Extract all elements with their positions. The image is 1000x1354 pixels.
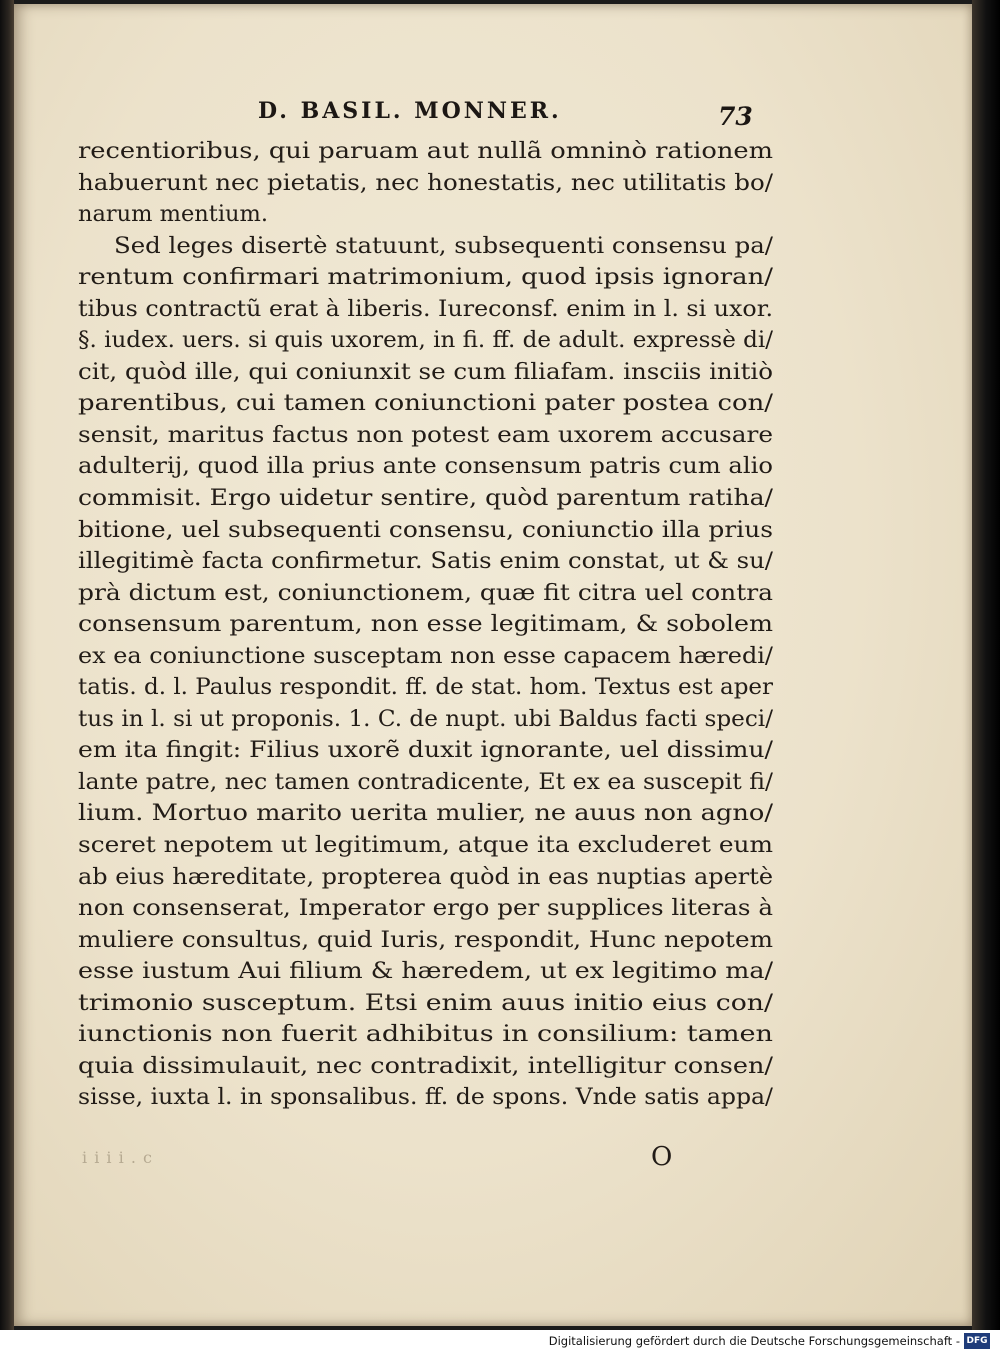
text-line-content: muliere consultus, quid Iuris, respondit, Hunc nepotem bbox=[78, 926, 773, 953]
text-line bbox=[78, 862, 773, 894]
text-line-content: bitione, uel subsequenti consensu, coniunctio illa prius bbox=[78, 516, 774, 543]
text-line bbox=[78, 578, 773, 610]
text-line-content: tibus contractũ erat à liberis. Iureconsf. enim in l. si uxor. bbox=[78, 295, 774, 322]
text-line bbox=[78, 704, 773, 736]
text-line-content: esse iustum Aui filium & hæredem, ut ex legitimo ma/ bbox=[78, 958, 773, 985]
text-line-content: commisit. Ergo uidetur sentire, quòd parentum ratiha/ bbox=[78, 485, 774, 512]
text-line bbox=[78, 357, 773, 389]
body-text bbox=[78, 136, 773, 1114]
text-line bbox=[78, 956, 773, 988]
faint-signature-mark: i i i i . c bbox=[82, 1148, 153, 1167]
text-line bbox=[78, 1019, 773, 1051]
text-line bbox=[78, 420, 773, 452]
text-line bbox=[78, 546, 773, 578]
scan-right-edge bbox=[972, 0, 1000, 1330]
text-line bbox=[78, 1082, 773, 1114]
text-line-content: §. iudex. uers. si quis uxorem, in fi. ff. de adult. expressè di/ bbox=[78, 327, 773, 354]
text-line bbox=[78, 262, 773, 294]
text-line-content: ab eius hæreditate, propterea quòd in eas nuptias apertè bbox=[78, 863, 774, 890]
text-line-content: habuerunt nec pietatis, nec honestatis, nec utilitatis bo/ bbox=[78, 169, 773, 196]
text-line-content: adulterij, quod illa prius ante consensum patris cum alio bbox=[78, 453, 773, 480]
dfg-logo: DFG bbox=[964, 1333, 990, 1349]
text-line bbox=[78, 1051, 773, 1083]
text-line-content: rentum confirmari matrimonium, quod ipsis ignoran/ bbox=[78, 264, 774, 291]
funding-credit: Digitalisierung gefördert durch die Deutsche Forschungsgemeinschaft - bbox=[548, 1334, 960, 1348]
text-line-content: ex ea coniunctione susceptam non esse capacem hæredi/ bbox=[78, 642, 773, 669]
text-line bbox=[78, 767, 773, 799]
text-line-content: illegitimè facta confirmetur. Satis enim constat, ut & su/ bbox=[78, 548, 774, 575]
text-line-content: tus in l. si ut proponis. 1. C. de nupt. ubi Baldus facti speci/ bbox=[78, 705, 773, 732]
text-line bbox=[78, 735, 773, 767]
text-line bbox=[78, 325, 773, 357]
text-line bbox=[78, 515, 773, 547]
text-line-content: parentibus, cui tamen coniunctioni pater postea con/ bbox=[78, 390, 773, 417]
text-line-content: narum mentium. bbox=[78, 201, 268, 228]
catchword: O bbox=[651, 1142, 673, 1172]
text-line-content: quia dissimulauit, nec contradixit, intelligitur consen/ bbox=[78, 1052, 774, 1079]
text-line-content: lium. Mortuo marito uerita mulier, ne auus non agno/ bbox=[78, 800, 773, 827]
text-line-content: lante patre, nec tamen contradicente, Et ex ea suscepit fi/ bbox=[78, 768, 773, 795]
text-line-content: sceret nepotem ut legitimum, atque ita excluderet eum bbox=[78, 832, 773, 859]
text-line bbox=[78, 483, 773, 515]
text-line bbox=[78, 925, 773, 957]
text-line bbox=[78, 988, 773, 1020]
text-line-content: em ita fingit: Filius uxorẽ duxit ignorante, uel dissimu/ bbox=[78, 737, 773, 764]
scan-left-edge bbox=[0, 0, 14, 1330]
text-line-content: sensit, maritus factus non potest eam uxorem accusare bbox=[78, 421, 774, 448]
text-line-content: Sed leges disertè statuunt, subsequenti consensu pa/ bbox=[114, 232, 774, 259]
text-line-content: tatis. d. l. Paulus respondit. ff. de stat. hom. Textus est aper bbox=[78, 674, 774, 701]
text-line-content: recentioribus, qui paruam aut nullã omninò rationem bbox=[78, 138, 774, 164]
text-line-content: trimonio susceptum. Etsi enim auus initio eius con/ bbox=[78, 989, 774, 1016]
text-line-content: prà dictum est, coniunctionem, quæ fit citra uel contra bbox=[78, 579, 774, 606]
running-head: D. BASIL. MONNER. bbox=[258, 98, 562, 124]
text-line-content: iunctionis non fuerit adhibitus in consilium: tamen bbox=[78, 1021, 774, 1048]
page-number: 73 bbox=[718, 102, 753, 131]
text-line-content: cit, quòd ille, qui coniunxit se cum filiafam. insciis initiò bbox=[78, 358, 774, 385]
text-line bbox=[78, 294, 773, 326]
text-line bbox=[78, 231, 773, 263]
text-line-content: sisse, iuxta l. in sponsalibus. ff. de spons. Vnde satis appa/ bbox=[78, 1084, 773, 1111]
text-line bbox=[78, 893, 773, 925]
text-line bbox=[78, 798, 773, 830]
text-line bbox=[78, 609, 773, 641]
text-line bbox=[78, 672, 773, 704]
text-line bbox=[78, 388, 773, 420]
text-line bbox=[78, 136, 773, 168]
text-line bbox=[78, 199, 773, 231]
text-line bbox=[78, 451, 773, 483]
text-line-content: non consenserat, Imperator ergo per supplices literas à bbox=[78, 895, 774, 922]
text-line bbox=[78, 168, 773, 200]
text-line bbox=[78, 641, 773, 673]
text-line bbox=[78, 830, 773, 862]
text-line-content: consensum parentum, non esse legitimam, & sobolem bbox=[78, 611, 773, 638]
